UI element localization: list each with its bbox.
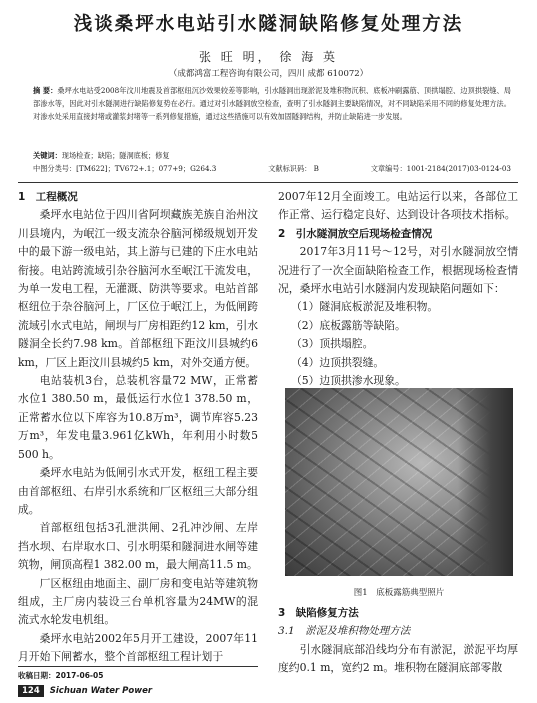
section-3-1-heading: 3.1 淤泥及堆积物处理方法 [278, 625, 411, 638]
figure-caption: 图1 底板露筋典型照片 [353, 588, 445, 598]
section-3-heading: 3 缺陷修复方法 [278, 607, 359, 619]
paragraph: 桑坪水电站2002年5月开工建设，2007年11月开始下闸蓄水，整个首部枢纽工程计划于 [18, 631, 258, 664]
section-1-heading: 1 工程概况 [18, 191, 78, 203]
received-divider [18, 666, 258, 667]
keywords [33, 151, 511, 161]
abstract-text: 桑坪水电站受2008年汶川地震及首部枢纽沉沙效果较差等影响，引水隧洞出现淤泥及堆积物沉积、底板冲刷露筋、顶拱塌腔、边顶拱裂缝、局部渗水等，因此对引水隧洞进行缺陷修复势在必行。通过对引水隧洞放空检查，查明了引水隧洞主要缺陷情况，对不同缺陷采用不同的修复处理方法。对渗水处采用直接封堵或灌浆封堵等一系列修复措施，通过这些措施可以有效加固隧洞结构，并防止缺陷进一步发展。 [33, 86, 511, 121]
photo-wall-shadow [458, 388, 513, 576]
authors: 张 旺 明， 徐 海 英 [198, 50, 339, 64]
paragraph: 2017年3月11号～12号，对引水隧洞放空情况进行了一次全面缺陷检查工作，根据现场检查情况，桑坪水电站引水隧洞内发现缺陷问题如下： [278, 245, 518, 296]
doc-code: 文献标识码： B [268, 164, 319, 173]
figure-photo [285, 388, 513, 576]
header-divider [18, 182, 518, 183]
paragraph: 厂区枢纽由地面主、副厂房和变电站等建筑物组成，主厂房内装设三台单机容量为24MW的混流式水轮发电机组。 [18, 576, 258, 627]
left-column [18, 188, 258, 667]
page-footer [18, 685, 152, 697]
affiliation: （成都鸿富工程咨询有限公司，四川 成都 610072） [168, 69, 369, 79]
paper-title: 浅谈桑坪水电站引水隧洞缺陷修复处理方法 [73, 14, 464, 35]
abstract [33, 84, 511, 123]
list-item: （1）隧洞底板淤泥及堆积物。 [290, 300, 439, 314]
classification-line [33, 164, 511, 174]
section-2-heading: 2 引水隧洞放空后现场检查情况 [278, 227, 433, 240]
article-number: 文章编号：1001-2184(2017)03-0124-03 [370, 164, 511, 173]
keywords-label: 关键词： [33, 151, 62, 160]
list-item: （3）顶拱塌腔。 [290, 337, 374, 351]
list-item: （2）底板露筋等缺陷。 [290, 318, 406, 332]
page-number: 124 [18, 685, 44, 697]
abstract-label: 摘 要： [33, 86, 58, 95]
paragraph: 桑坪水电站位于四川省阿坝藏族羌族自治州汶川县境内，为岷江一级支流杂谷脑河梯级规划开发中的最下游一级电站，其上游与已建的下庄水电站衔接。电站跨流域引杂谷脑河水至岷江干流发电，为单一发电工程，无灌溉、防洪等要求。电站首部枢纽位于杂谷脑河上，厂区位于岷江上，为低闸跨流域引水式电站，闸坝与厂房相距约12 km，引水隧洞全长约7.98 km。首部枢纽下距汶川县城约6 km，厂区上距汶川县城约5 km，对外交通方便。 [18, 208, 258, 369]
paragraph: 引水隧洞底部沿线均分布有淤泥，淤泥平均厚度约0.1 m，宽约2 m。堆积物在隧洞底部零散 [278, 642, 518, 675]
paragraph: 首部枢纽包括3孔泄洪闸、2孔冲沙闸、左岸挡水坝、右岸取水口、引水明渠和隧洞进水闸等建筑物，闸顶高程1 382.00 m，最大闸高11.5 m。 [18, 521, 258, 572]
right-column-lower [278, 604, 518, 678]
paragraph: 桑坪水电站为低闸引水式开发，枢纽工程主要由首部枢纽、右岸引水系统和厂区枢纽三大部分组成。 [18, 466, 258, 516]
list-item: （4）边顶拱裂缝。 [290, 355, 385, 369]
right-column [278, 188, 518, 390]
list-item: （5）边顶拱渗水现象。 [290, 374, 406, 388]
paragraph: 2007年12月全面竣工。电站运行以来，各部位工作正常、运行稳定良好、达到设计各项技术指标。 [278, 190, 518, 222]
journal-name: Sichuan Water Power [49, 686, 153, 696]
received-date: 收稿日期：2017-06-05 [18, 671, 104, 680]
keywords-text: 现场检查；缺陷；隧洞底板；修复 [61, 151, 170, 160]
clc-number: 中图分类号：[TM622]；TV672+.1；077+9；G264.3 [33, 164, 217, 173]
paragraph: 电站装机3台，总装机容量72 MW，正常蓄水位1 380.50 m，最低运行水位1 378.50 m，正常蓄水位以下库容为10.8万m³，调节库容5.23万m³，年发电量3.961亿kWh，年利用小时数5 500 h。 [18, 374, 258, 461]
